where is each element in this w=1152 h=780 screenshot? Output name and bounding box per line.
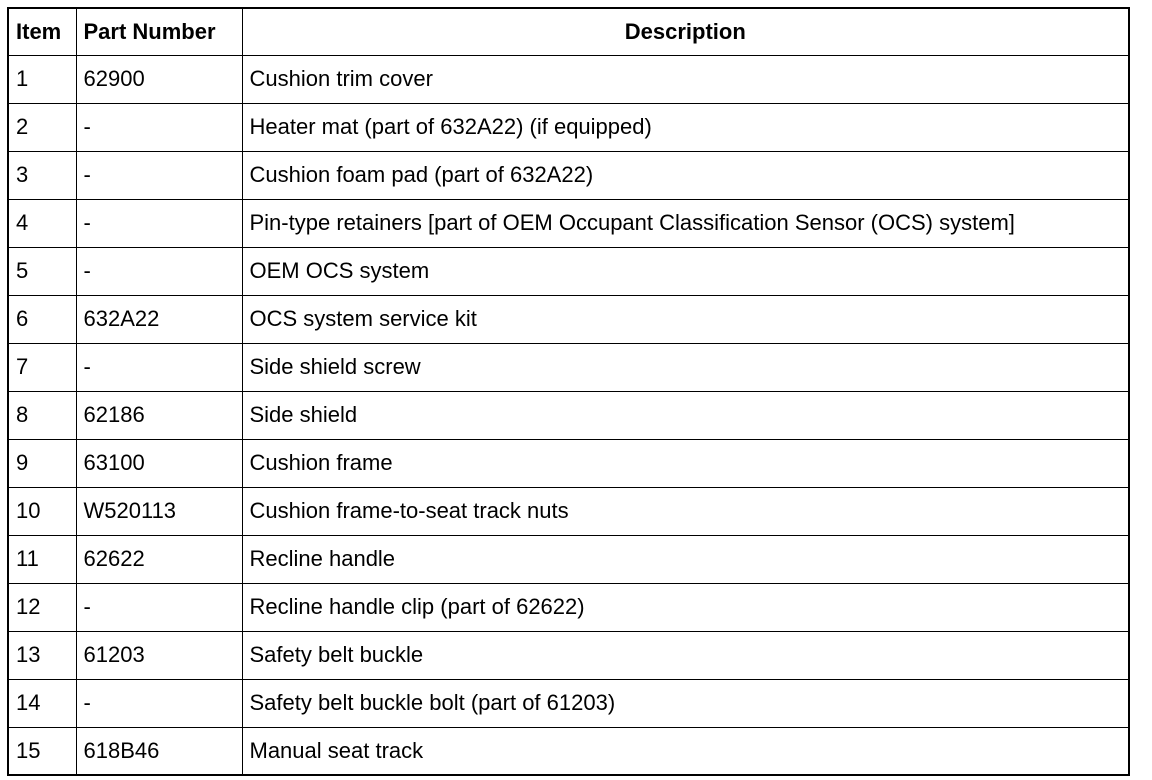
description-cell: OEM OCS system [242, 247, 1129, 295]
table-row [8, 487, 1129, 535]
item-cell: 4 [8, 199, 76, 247]
table-row [8, 151, 1129, 199]
table-row [8, 631, 1129, 679]
part-number-cell: - [76, 247, 242, 295]
description-cell: Heater mat (part of 632A22) (if equipped) [242, 103, 1129, 151]
description-cell: Cushion frame-to-seat track nuts [242, 487, 1129, 535]
table-row [8, 439, 1129, 487]
item-cell: 10 [8, 487, 76, 535]
description-cell: Pin-type retainers [part of OEM Occupant Classification Sensor (OCS) system] [242, 199, 1129, 247]
column-header-description: Description [242, 8, 1129, 55]
table-row [8, 55, 1129, 103]
part-number-cell: W520113 [76, 487, 242, 535]
part-number-cell: 632A22 [76, 295, 242, 343]
description-cell: Cushion foam pad (part of 632A22) [242, 151, 1129, 199]
item-cell: 1 [8, 55, 76, 103]
column-header-part-number: Part Number [76, 8, 242, 55]
part-number-cell: - [76, 151, 242, 199]
description-cell: Recline handle [242, 535, 1129, 583]
table-row [8, 391, 1129, 439]
description-cell: Safety belt buckle [242, 631, 1129, 679]
description-cell: Safety belt buckle bolt (part of 61203) [242, 679, 1129, 727]
part-number-cell: - [76, 199, 242, 247]
item-cell: 12 [8, 583, 76, 631]
table-row [8, 199, 1129, 247]
item-cell: 8 [8, 391, 76, 439]
part-number-cell: - [76, 679, 242, 727]
parts-table [7, 7, 1130, 776]
part-number-cell: - [76, 583, 242, 631]
item-cell: 11 [8, 535, 76, 583]
header-row [8, 8, 1129, 55]
table-row [8, 295, 1129, 343]
table-row [8, 247, 1129, 295]
item-cell: 2 [8, 103, 76, 151]
part-number-cell: 62186 [76, 391, 242, 439]
description-cell: Side shield [242, 391, 1129, 439]
part-number-cell: - [76, 343, 242, 391]
table-row [8, 103, 1129, 151]
item-cell: 3 [8, 151, 76, 199]
item-cell: 9 [8, 439, 76, 487]
part-number-cell: 62622 [76, 535, 242, 583]
item-cell: 5 [8, 247, 76, 295]
description-cell: Cushion frame [242, 439, 1129, 487]
description-cell: Cushion trim cover [242, 55, 1129, 103]
item-cell: 14 [8, 679, 76, 727]
part-number-cell: 618B46 [76, 727, 242, 775]
part-number-cell: 62900 [76, 55, 242, 103]
item-cell: 13 [8, 631, 76, 679]
table-row [8, 343, 1129, 391]
description-cell: Side shield screw [242, 343, 1129, 391]
column-header-item: Item [8, 8, 76, 55]
part-number-cell: - [76, 103, 242, 151]
table-row [8, 583, 1129, 631]
table-row [8, 727, 1129, 775]
part-number-cell: 63100 [76, 439, 242, 487]
part-number-cell: 61203 [76, 631, 242, 679]
description-cell: Manual seat track [242, 727, 1129, 775]
table-row [8, 535, 1129, 583]
item-cell: 7 [8, 343, 76, 391]
description-cell: OCS system service kit [242, 295, 1129, 343]
item-cell: 6 [8, 295, 76, 343]
description-cell: Recline handle clip (part of 62622) [242, 583, 1129, 631]
item-cell: 15 [8, 727, 76, 775]
table-row [8, 679, 1129, 727]
